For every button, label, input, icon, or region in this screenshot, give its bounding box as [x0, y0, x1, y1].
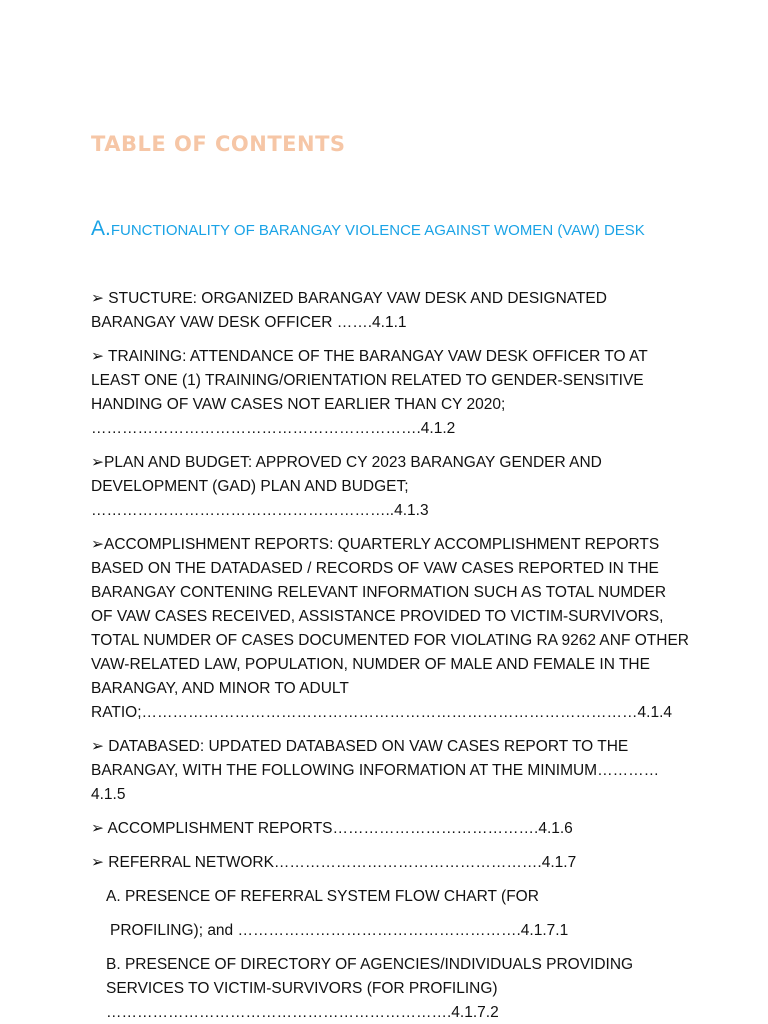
- toc-entry-accomplishment-reports: ➢ ACCOMPLISHMENT REPORTS………………………………….4.1.6: [91, 820, 573, 837]
- toc-sub-entry-profiling: PROFILING); and ……………………………………………….4.1.7.1: [110, 922, 569, 939]
- page-title: TABLE OF CONTENTS: [91, 132, 346, 156]
- toc-entry-databased: ➢ DATABASED: UPDATED DATABASED ON VAW CASES REPORT TO THE BARANGAY, WITH THE FOLLOWING INFORMATION AT THE MINIMUM…………4.1.5: [91, 738, 660, 803]
- section-title: FUNCTIONALITY OF BARANGAY VIOLENCE AGAINST WOMEN (VAW) DESK: [110, 222, 645, 239]
- toc-sub-entry-directory: [91, 953, 691, 1024]
- toc-entry-referral-network: ➢ REFERRAL NETWORK…………………………………………….4.1.7: [91, 854, 577, 871]
- toc-sub-entry-directory-text: B. PRESENCE OF DIRECTORY OF AGENCIES/INDIVIDUALS PROVIDING SERVICES TO VICTIM-SURVIVORS (FOR PROFILING) ………………………………………………………….4.1.7.2: [106, 956, 634, 1021]
- toc-entry-structure: ➢ STUCTURE: ORGANIZED BARANGAY VAW DESK AND DESIGNATED BARANGAY VAW DESK OFFICER …….4.1.1: [91, 290, 607, 331]
- toc-entries: [91, 287, 691, 1024]
- toc-sub-entry-flow-chart: A. PRESENCE OF REFERRAL SYSTEM FLOW CHART (FOR: [106, 888, 539, 905]
- toc-entry-plan-budget: ➢PLAN AND BUDGET: APPROVED CY 2023 BARANGAY GENDER AND DEVELOPMENT (GAD) PLAN AND BUDGET; …………………………………………………..4.1.3: [91, 454, 602, 519]
- toc-entry-accomplishment-quarterly: ➢ACCOMPLISHMENT REPORTS: QUARTERLY ACCOMPLISHMENT REPORTS BASED ON THE DATADASED / RECORDS OF VAW CASES REPORTED IN THE BARANGAY CONTENING RELEVANT INFORMATION SUCH AS TOTAL NUMDER OF VAW CASES RECEIVED, ASSISTANCE PROVIDED TO VICTIM-SURVIVORS, TOTAL NUMDER OF CASES DOCUMENTED FOR VIOLATING RA 9262 ANF OTHER VAW-RELATED LAW, POPULATION, NUMDER OF MALE AND FEMALE IN THE BARANGAY, AND MINOR TO ADULT RATIO;……………………………………………………………………………………4.1.4: [91, 536, 689, 721]
- section-heading: [91, 214, 645, 242]
- section-letter: A.: [91, 217, 111, 240]
- toc-entry-training: ➢ TRAINING: ATTENDANCE OF THE BARANGAY VAW DESK OFFICER TO AT LEAST ONE (1) TRAINING/ORIENTATION RELATED TO GENDER-SENSITIVE HANDING OF VAW CASES NOT EARLIER THAN CY 2020; ……………………………………………………….4.1.2: [91, 348, 648, 437]
